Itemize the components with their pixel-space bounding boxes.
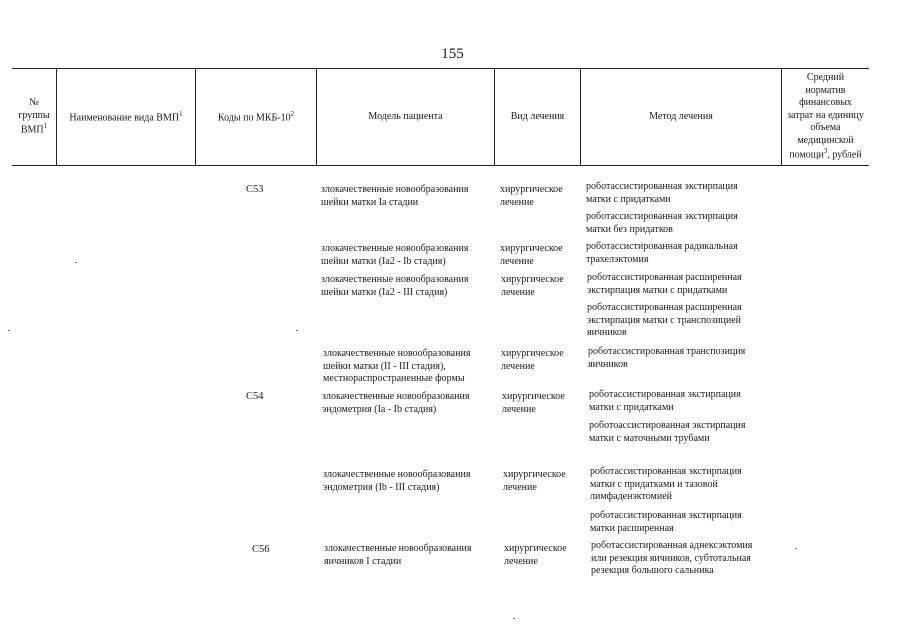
treatment-type: хирургическое лечение <box>501 348 564 372</box>
scan-speck <box>8 330 10 331</box>
treatment-method: роботоассистированная экстирпация матки с маточными трубами <box>589 420 746 444</box>
header-patient-model: Модель пациента <box>368 110 443 122</box>
patient-model: злокачественные новообразования эндометрия (Ia - Ib стадия) <box>322 391 470 415</box>
treatment-method: роботассистированная аднексэктомия или резекция яичников, субтотальная резекция большого сальника <box>591 540 753 576</box>
treatment-method: роботассистированная экстирпация матки с придатками и тазовой лимфаденэктомией <box>590 466 742 502</box>
icd-code: C54 <box>246 391 264 402</box>
patient-model: злокачественные новообразования шейки матки (Ia2 - Ib стадия) <box>321 243 469 267</box>
treatment-method: роботассистированная радикальная трахелэктомия <box>586 241 738 265</box>
treatment-type: хирургическое лечение <box>503 469 566 493</box>
icd-code: C56 <box>252 544 270 555</box>
treatment-method: роботассистированная экстирпация матки расширенная <box>590 510 742 534</box>
scan-speck <box>296 330 298 331</box>
treatment-type: хирургическое лечение <box>500 184 563 208</box>
icd-code: C53 <box>246 184 264 195</box>
treatment-method: роботассистированная экстирпация матки с придатками <box>589 389 741 413</box>
patient-model: злокачественные новообразования шейки матки (II - III стадия), местнораспространенные формы <box>323 348 471 384</box>
treatment-method: роботассистированная расширенная экстирпация матки с транспозицией яичников <box>587 302 742 338</box>
patient-model: злокачественные новообразования шейки матки (Ia2 - III стадия) <box>321 274 469 298</box>
scan-speck <box>75 262 77 263</box>
patient-model: злокачественные новообразования яичников I стадии <box>324 543 472 567</box>
treatment-type: хирургическое лечение <box>502 391 565 415</box>
scan-speck <box>513 618 515 619</box>
treatment-type: хирургическое лечение <box>504 543 567 567</box>
header-group-number: № группы ВМП$^1$ <box>18 97 50 136</box>
header-treatment-method: Метод лечения <box>649 110 713 122</box>
patient-model: злокачественные новообразования эндометрия (Ib - III стадия) <box>323 469 471 493</box>
treatment-type: хирургическое лечение <box>500 243 563 267</box>
table-header <box>12 68 869 166</box>
page-number: 155 <box>441 46 464 62</box>
header-icd-codes: Коды по МКБ-$10^2$ <box>217 109 295 123</box>
scan-speck <box>795 548 797 549</box>
treatment-method: роботассистированная расширенная экстирпация матки с придатками <box>587 272 742 296</box>
treatment-type: хирургическое лечение <box>501 274 564 298</box>
header-vmp-name: Наименование вида ВМП$^1$ <box>69 109 183 123</box>
header-treatment-type: Вид лечения <box>510 110 565 122</box>
header-cost-standard: Средний норматив финансовых затрат на единицу объема медицинской помощи$^3$, рублей <box>787 72 864 161</box>
treatment-method: роботассистированная экстирпация матки без придатков <box>586 211 738 235</box>
patient-model: злокачественные новообразования шейки матки Ia стадии <box>321 184 469 208</box>
treatment-method: роботассистированная экстирпация матки с придатками <box>586 181 738 205</box>
treatment-method: роботассистированная транспозиция яичников <box>588 346 746 370</box>
